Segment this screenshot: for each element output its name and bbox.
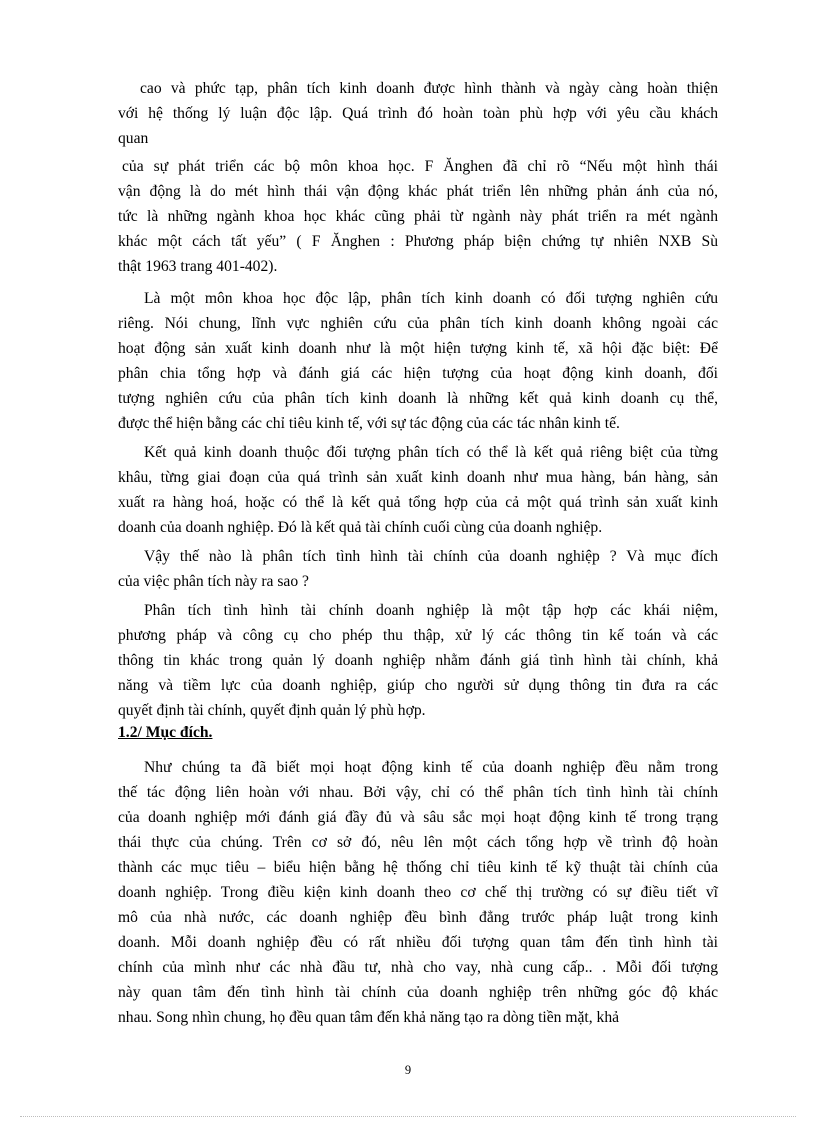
paragraph-6 [118, 598, 718, 723]
text-line: xuất ra hàng hoá, hoặc có thể là kết quả tổng hợp của cả một quá trình sản xuất kinh [118, 494, 718, 511]
paragraph-3 [118, 286, 718, 436]
text-line: thật 1963 trang 401-402). [118, 258, 278, 275]
text-line: Kết quả kinh doanh thuộc đối tượng phân tích có thể là kết quả riêng biệt của từng [144, 444, 718, 461]
text-line: được thể hiện bằng các chỉ tiêu kinh tế, với sự tác động của các tác nhân kinh tế. [118, 415, 620, 432]
text-line: chính của mình như các nhà đầu tư, nhà cho vay, nhà cung cấp.. . Mỗi đối tượng [118, 959, 718, 976]
text-line: phương pháp và công cụ cho phép thu thập, xử lý các thông tin kế toán và các [118, 627, 718, 644]
text-line: của doanh nghiệp mới đánh giá đầy đủ và sâu sắc mọi hoạt động kinh tế trong trạng [118, 809, 718, 826]
text-line: hoạt động sản xuất kinh doanh như là một hiện tượng kinh tế, xã hội đặc biệt: Để [118, 340, 718, 357]
text-line: cao và phức tạp, phân tích kinh doanh được hình thành và ngày càng hoàn thiện [140, 80, 718, 97]
section-heading: 1.2/ Mục đích. [118, 724, 213, 741]
text-line: khâu, từng giai đoạn của quá trình sản xuất kinh doanh như mua hàng, bán hàng, sản [118, 469, 718, 486]
paragraph-1 [118, 76, 718, 151]
text-line: thái thực của chúng. Trên cơ sở đó, nêu lên một cách tổng hợp về trình độ hoàn [118, 834, 718, 851]
paragraph-2 [118, 154, 718, 279]
text-line: doanh nghiệp. Trong điều kiện kinh doanh theo cơ chế thị trường có sự điều tiết vĩ [118, 884, 718, 901]
text-line: doanh. Mỗi doanh nghiệp đều có rất nhiều đối tượng quan tâm đến tình hình tài [118, 934, 718, 951]
text-line: nhau. Song nhìn chung, họ đều quan tâm đến khả năng tạo ra dòng tiền mặt, khả [118, 1009, 620, 1026]
text-line: Là một môn khoa học độc lập, phân tích kinh doanh có đối tượng nghiên cứu [144, 290, 718, 307]
text-line: thông tin khác trong quản lý doanh nghiệp nhằm đánh giá tình hình tài chính, khả [118, 652, 718, 669]
text-line: quyết định tài chính, quyết định quản lý phù hợp. [118, 702, 426, 719]
text-line: Vậy thế nào là phân tích tình hình tài chính của doanh nghiệp ? Và mục đích [144, 548, 718, 565]
text-line: Như chúng ta đã biết mọi hoạt động kinh tế của doanh nghiệp đều nằm trong [144, 759, 718, 776]
text-line: phân chia tổng hợp và đánh giá các hiện tượng của hoạt động kinh doanh, đối [118, 365, 718, 382]
text-line: của việc phân tích này ra sao ? [118, 573, 309, 590]
text-line: doanh của doanh nghiệp. Đó là kết quả tài chính cuối cùng của doanh nghiệp. [118, 519, 603, 536]
text-line: khác một cách tất yếu” ( F Ănghen : Phương pháp biện chứng tự nhiên NXB Sù [118, 233, 718, 250]
paragraph-5 [118, 544, 718, 594]
text-line: của sự phát triển các bộ môn khoa học. F Ănghen đã chỉ rõ “Nếu một hình thái [122, 158, 718, 175]
paragraph-4 [118, 440, 718, 540]
text-line: năng và tiềm lực của doanh nghiệp, giúp cho người sử dụng thông tin đưa ra các [118, 677, 718, 694]
text-line: tượng nghiên cứu của phân tích kinh doanh là những kết quả kinh doanh cụ thể, [118, 390, 718, 407]
text-line: với hệ thống lý luận độc lập. Quá trình đó hoàn toàn phù hợp với yêu cầu khách [118, 105, 718, 122]
text-line: riêng. Nói chung, lĩnh vực nghiên cứu của phân tích kinh doanh không ngoài các [118, 315, 718, 332]
text-line: tức là những ngành khoa học khác cũng phải từ ngành này phát triển ra mét ngành [118, 208, 718, 225]
text-line: mô của nhà nước, các doanh nghiệp đều bình đẳng trước pháp luật trong kinh [118, 909, 718, 926]
text-line: này quan tâm đến tình hình tài chính của doanh nghiệp trên những góc độ khác [118, 984, 718, 1001]
text-line: quan [118, 130, 149, 147]
page-number: 9 [404, 1063, 412, 1077]
text-line: thành các mục tiêu – biểu hiện bằng hệ thống chỉ tiêu kinh tế kỹ thuật tài chính của [118, 859, 718, 876]
text-line: thế tác động liên hoàn với nhau. Bởi vậy, chỉ có thể phân tích tình hình tài chính [118, 784, 718, 801]
text-line: Phân tích tình hình tài chính doanh nghiệp là một tập hợp các khái niệm, [144, 602, 718, 619]
paragraph-7 [118, 755, 718, 1030]
text-line: vận động là do mét hình thái vận động khác phát triển lên những phản ánh của nó, [118, 183, 718, 200]
page-bottom-divider [20, 1116, 796, 1117]
